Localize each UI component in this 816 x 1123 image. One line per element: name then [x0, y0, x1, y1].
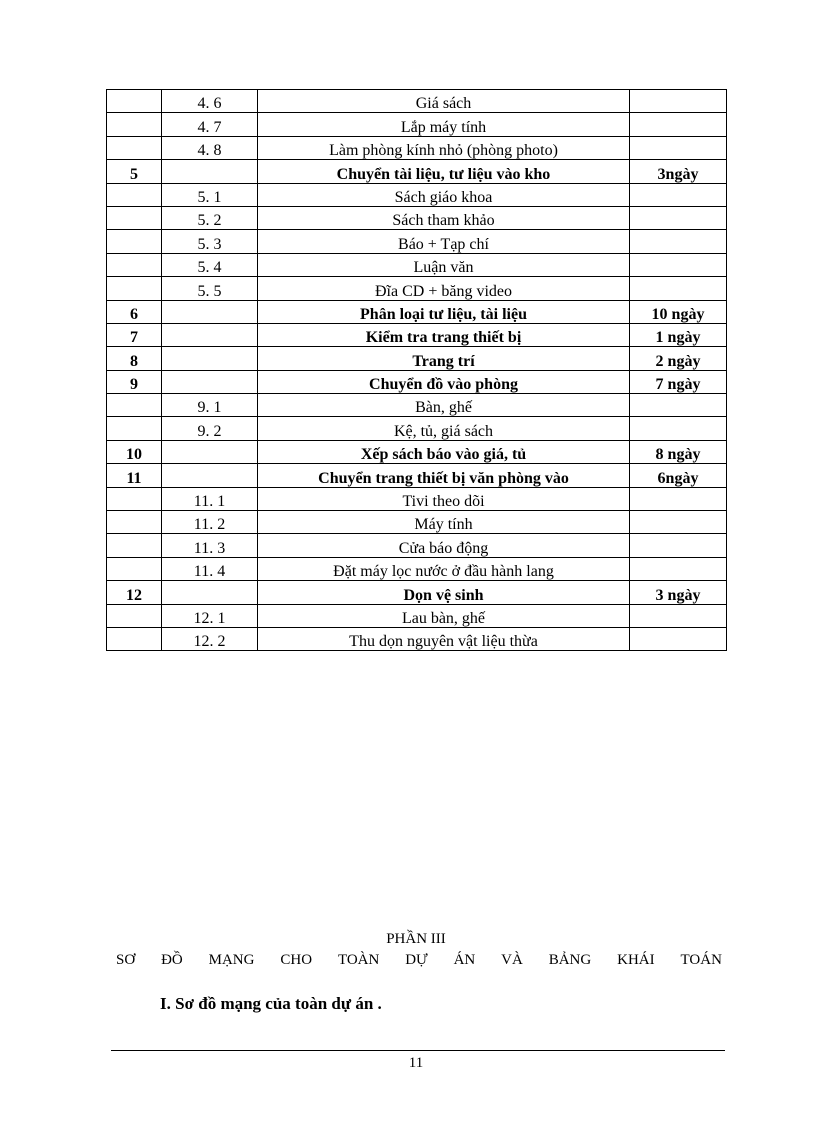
page-number: 11 — [408, 1055, 424, 1071]
duration-cell — [630, 253, 727, 276]
task-name-cell: Lau bàn, ghế — [258, 604, 630, 627]
task-name-cell: Tivi theo dõi — [258, 487, 630, 510]
subtask-number-cell: 11. 4 — [162, 557, 258, 580]
task-number-cell — [107, 90, 162, 113]
subtask-number-cell: 9. 1 — [162, 394, 258, 417]
table-row — [107, 160, 727, 183]
subtitle-word: VÀ — [501, 952, 523, 968]
task-name-cell: Kệ, tủ, giá sách — [258, 417, 630, 440]
task-name-cell: Luận văn — [258, 253, 630, 276]
subtitle-word: ĐỒ — [161, 952, 183, 968]
task-name-cell: Làm phòng kính nhỏ (phòng photo) — [258, 136, 630, 159]
section-heading: I. Sơ đồ mạng của toàn dự án . — [160, 994, 382, 1013]
task-number-cell — [107, 253, 162, 276]
subtask-number-cell: 5. 2 — [162, 206, 258, 229]
task-number-cell: 10 — [107, 440, 162, 463]
table-row — [107, 253, 727, 276]
duration-cell — [630, 277, 727, 300]
footer-divider — [111, 1050, 725, 1051]
schedule-table-body — [107, 90, 727, 651]
task-name-cell: Chuyển đồ vào phòng — [258, 370, 630, 393]
table-row — [107, 206, 727, 229]
duration-cell — [630, 206, 727, 229]
task-name-cell: Phân loại tư liệu, tài liệu — [258, 300, 630, 323]
subtask-number-cell: 5. 1 — [162, 183, 258, 206]
table-row — [107, 511, 727, 534]
subtask-number-cell: 11. 3 — [162, 534, 258, 557]
task-number-cell — [107, 487, 162, 510]
duration-cell: 6ngày — [630, 464, 727, 487]
table-row — [107, 370, 727, 393]
task-number-cell — [107, 627, 162, 650]
subtask-number-cell: 5. 4 — [162, 253, 258, 276]
table-row — [107, 323, 727, 346]
duration-cell — [630, 534, 727, 557]
duration-cell: 3ngày — [630, 160, 727, 183]
duration-cell — [630, 627, 727, 650]
table-row — [107, 417, 727, 440]
task-number-cell: 8 — [107, 347, 162, 370]
subtask-number-cell — [162, 323, 258, 346]
table-row — [107, 604, 727, 627]
subtask-number-cell — [162, 300, 258, 323]
subtask-number-cell: 11. 2 — [162, 511, 258, 534]
duration-cell — [630, 487, 727, 510]
duration-cell — [630, 136, 727, 159]
subtask-number-cell: 5. 3 — [162, 230, 258, 253]
schedule-table — [106, 89, 727, 651]
task-number-cell — [107, 136, 162, 159]
duration-cell — [630, 557, 727, 580]
subtitle-word: MẠNG — [208, 952, 255, 968]
table-row — [107, 394, 727, 417]
subtask-number-cell: 4. 8 — [162, 136, 258, 159]
task-name-cell: Báo + Tạp chí — [258, 230, 630, 253]
subtask-number-cell: 9. 2 — [162, 417, 258, 440]
table-row — [107, 347, 727, 370]
subtitle-word: ÁN — [453, 952, 476, 968]
subtask-number-cell — [162, 464, 258, 487]
table-row — [107, 136, 727, 159]
duration-cell: 10 ngày — [630, 300, 727, 323]
subtask-number-cell: 12. 2 — [162, 627, 258, 650]
table-row — [107, 534, 727, 557]
subtask-number-cell: 11. 1 — [162, 487, 258, 510]
task-number-cell — [107, 511, 162, 534]
table-row — [107, 464, 727, 487]
table-row — [107, 440, 727, 463]
task-name-cell: Chuyển tài liệu, tư liệu vào kho — [258, 160, 630, 183]
task-number-cell — [107, 206, 162, 229]
subtask-number-cell — [162, 581, 258, 604]
table-row — [107, 90, 727, 113]
task-name-cell: Sách giáo khoa — [258, 183, 630, 206]
subtitle-word: TOÀN — [337, 952, 380, 968]
task-number-cell: 5 — [107, 160, 162, 183]
task-name-cell: Máy tính — [258, 511, 630, 534]
duration-cell — [630, 230, 727, 253]
subtitle-word: KHÁI — [617, 952, 655, 968]
table-row — [107, 300, 727, 323]
subtitle-word: DỰ — [405, 952, 428, 968]
part-heading: PHẦN III — [386, 931, 446, 947]
duration-cell — [630, 90, 727, 113]
table-row — [107, 581, 727, 604]
task-name-cell: Giá sách — [258, 90, 630, 113]
subtask-number-cell: 4. 7 — [162, 113, 258, 136]
task-number-cell — [107, 534, 162, 557]
subtitle-word: CHO — [280, 952, 313, 968]
duration-cell — [630, 604, 727, 627]
section-subtitle — [116, 951, 722, 969]
task-name-cell: Thu dọn nguyên vật liệu thừa — [258, 627, 630, 650]
task-name-cell: Xếp sách báo vào giá, tủ — [258, 440, 630, 463]
duration-cell: 1 ngày — [630, 323, 727, 346]
task-number-cell: 11 — [107, 464, 162, 487]
table-row — [107, 183, 727, 206]
subtask-number-cell — [162, 160, 258, 183]
task-name-cell: Sách tham khảo — [258, 206, 630, 229]
duration-cell — [630, 394, 727, 417]
task-number-cell — [107, 394, 162, 417]
duration-cell — [630, 183, 727, 206]
task-name-cell: Trang trí — [258, 347, 630, 370]
task-number-cell — [107, 417, 162, 440]
task-name-cell: Bàn, ghế — [258, 394, 630, 417]
subtask-number-cell — [162, 370, 258, 393]
table-row — [107, 487, 727, 510]
task-name-cell: Đĩa CD + băng video — [258, 277, 630, 300]
table-row — [107, 277, 727, 300]
task-name-cell: Kiểm tra trang thiết bị — [258, 323, 630, 346]
duration-cell: 2 ngày — [630, 347, 727, 370]
duration-cell: 3 ngày — [630, 581, 727, 604]
subtask-number-cell: 12. 1 — [162, 604, 258, 627]
task-number-cell: 7 — [107, 323, 162, 346]
task-name-cell: Lắp máy tính — [258, 113, 630, 136]
task-name-cell: Chuyển trang thiết bị văn phòng vào — [258, 464, 630, 487]
table-row — [107, 230, 727, 253]
task-number-cell — [107, 557, 162, 580]
duration-cell: 7 ngày — [630, 370, 727, 393]
duration-cell — [630, 113, 727, 136]
task-number-cell — [107, 230, 162, 253]
duration-cell: 8 ngày — [630, 440, 727, 463]
task-name-cell: Cửa báo động — [258, 534, 630, 557]
task-number-cell — [107, 604, 162, 627]
task-number-cell: 6 — [107, 300, 162, 323]
task-number-cell: 9 — [107, 370, 162, 393]
task-name-cell: Đặt máy lọc nước ở đầu hành lang — [258, 557, 630, 580]
subtitle-word: SƠ — [116, 952, 136, 968]
duration-cell — [630, 511, 727, 534]
subtitle-word: BẢNG — [548, 952, 592, 968]
subtask-number-cell: 4. 6 — [162, 90, 258, 113]
subtask-number-cell — [162, 440, 258, 463]
task-number-cell — [107, 113, 162, 136]
task-number-cell — [107, 183, 162, 206]
table-row — [107, 557, 727, 580]
task-number-cell — [107, 277, 162, 300]
duration-cell — [630, 417, 727, 440]
table-row — [107, 113, 727, 136]
table-row — [107, 627, 727, 650]
task-number-cell: 12 — [107, 581, 162, 604]
subtitle-word: TOÁN — [680, 952, 722, 968]
subtask-number-cell — [162, 347, 258, 370]
subtask-number-cell: 5. 5 — [162, 277, 258, 300]
task-name-cell: Dọn vệ sinh — [258, 581, 630, 604]
